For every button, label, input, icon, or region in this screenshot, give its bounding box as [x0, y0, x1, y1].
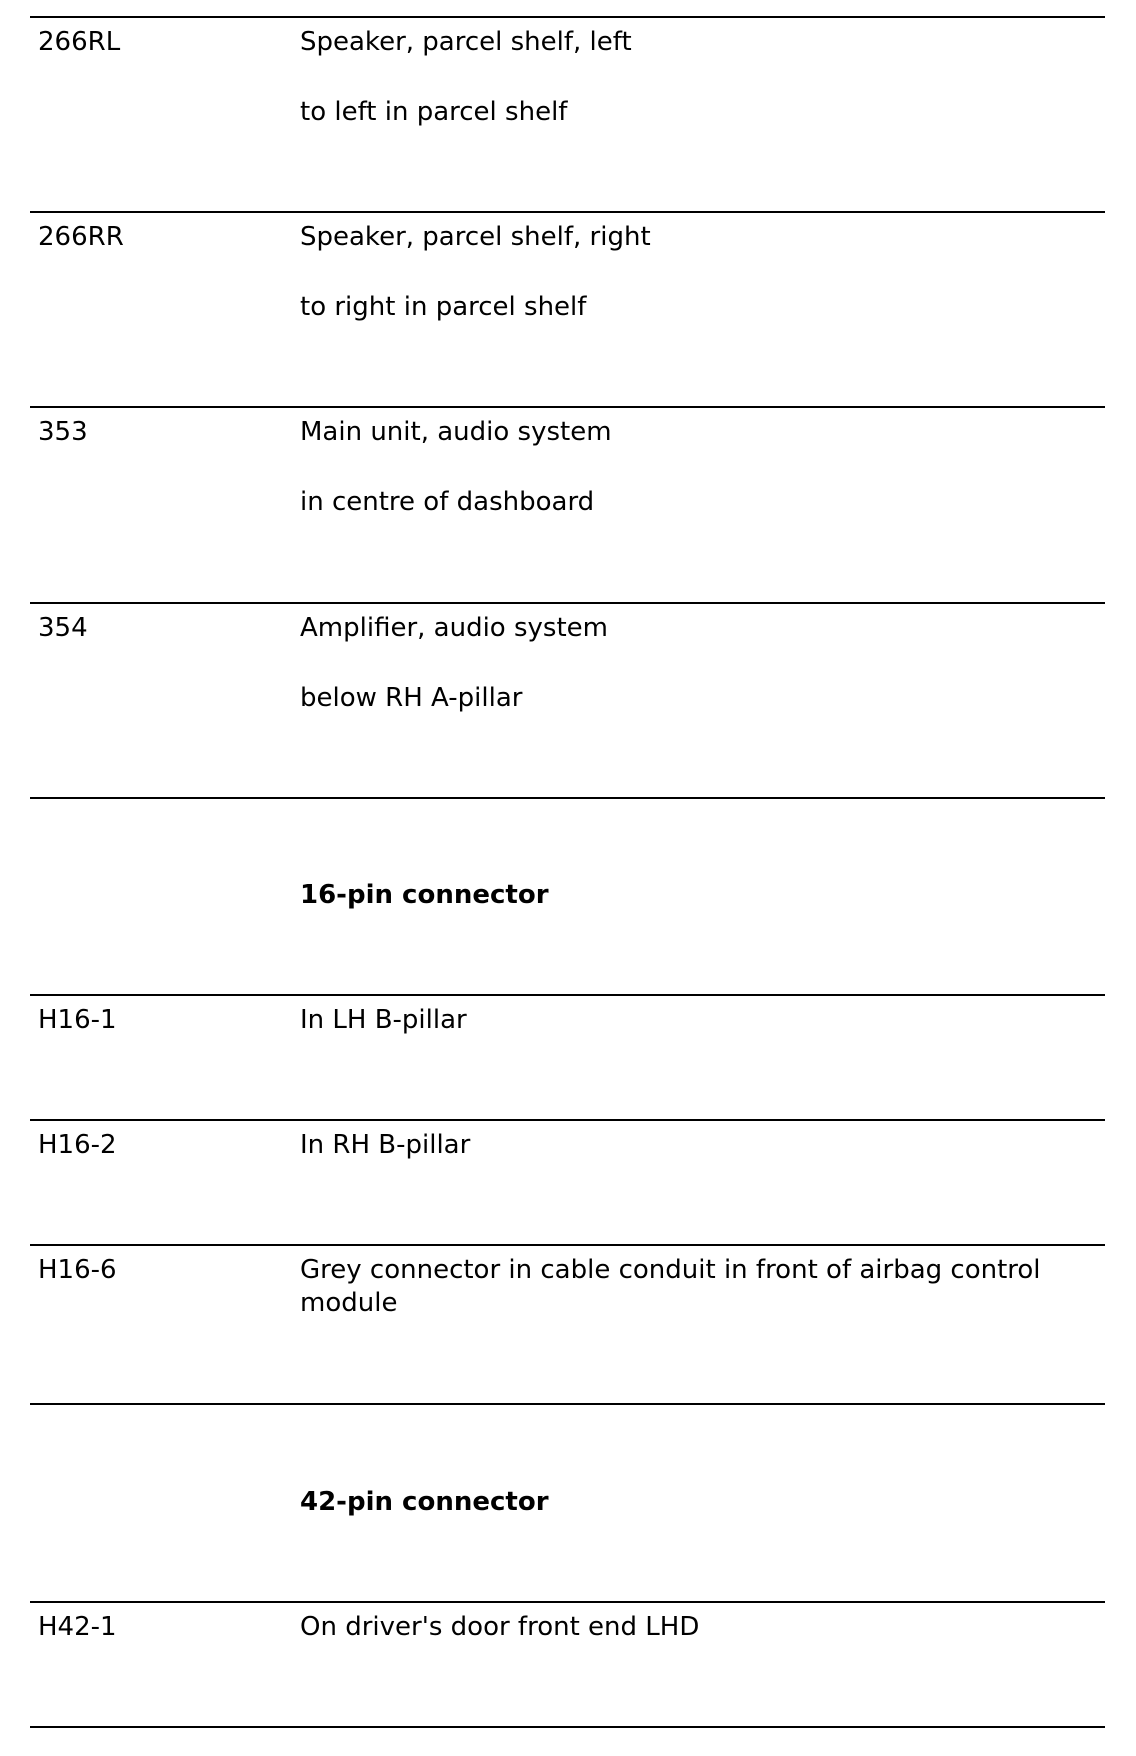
- component-description: Main unit, audio system: [300, 417, 612, 447]
- row-divider: [30, 406, 1105, 408]
- row-divider: [30, 1244, 1105, 1246]
- row-divider: [30, 994, 1105, 996]
- connector-code: H16-1: [38, 1005, 117, 1035]
- component-description: Speaker, parcel shelf, right: [300, 222, 651, 252]
- connector-location: In LH B-pillar: [300, 1005, 467, 1035]
- section-heading-16-pin: 16-pin connector: [300, 880, 549, 910]
- row-divider: [30, 602, 1105, 604]
- component-code: 266RR: [38, 222, 124, 252]
- connector-code: H16-6: [38, 1255, 117, 1285]
- connector-code: H42-1: [38, 1612, 117, 1642]
- row-divider: [30, 1601, 1105, 1603]
- connector-location: On driver's door front end LHD: [300, 1612, 700, 1642]
- component-code: 354: [38, 613, 88, 643]
- component-code: 266RL: [38, 27, 121, 57]
- connector-location: In RH B-pillar: [300, 1130, 471, 1160]
- section-divider: [30, 1403, 1105, 1405]
- component-code: 353: [38, 417, 88, 447]
- component-location: in centre of dashboard: [300, 487, 595, 517]
- component-location: to right in parcel shelf: [300, 292, 587, 322]
- component-location: to left in parcel shelf: [300, 97, 568, 127]
- component-description: Amplifier, audio system: [300, 613, 608, 643]
- connector-code: H16-2: [38, 1130, 117, 1160]
- component-description: Speaker, parcel shelf, left: [300, 27, 632, 57]
- section-heading-42-pin: 42-pin connector: [300, 1487, 549, 1517]
- row-divider: [30, 211, 1105, 213]
- section-divider: [30, 797, 1105, 799]
- row-divider: [30, 16, 1105, 18]
- connector-location: Grey connector in cable conduit in front of airbag control module: [300, 1255, 1041, 1318]
- row-divider: [30, 1726, 1105, 1728]
- component-location: below RH A-pillar: [300, 683, 523, 713]
- row-divider: [30, 1119, 1105, 1121]
